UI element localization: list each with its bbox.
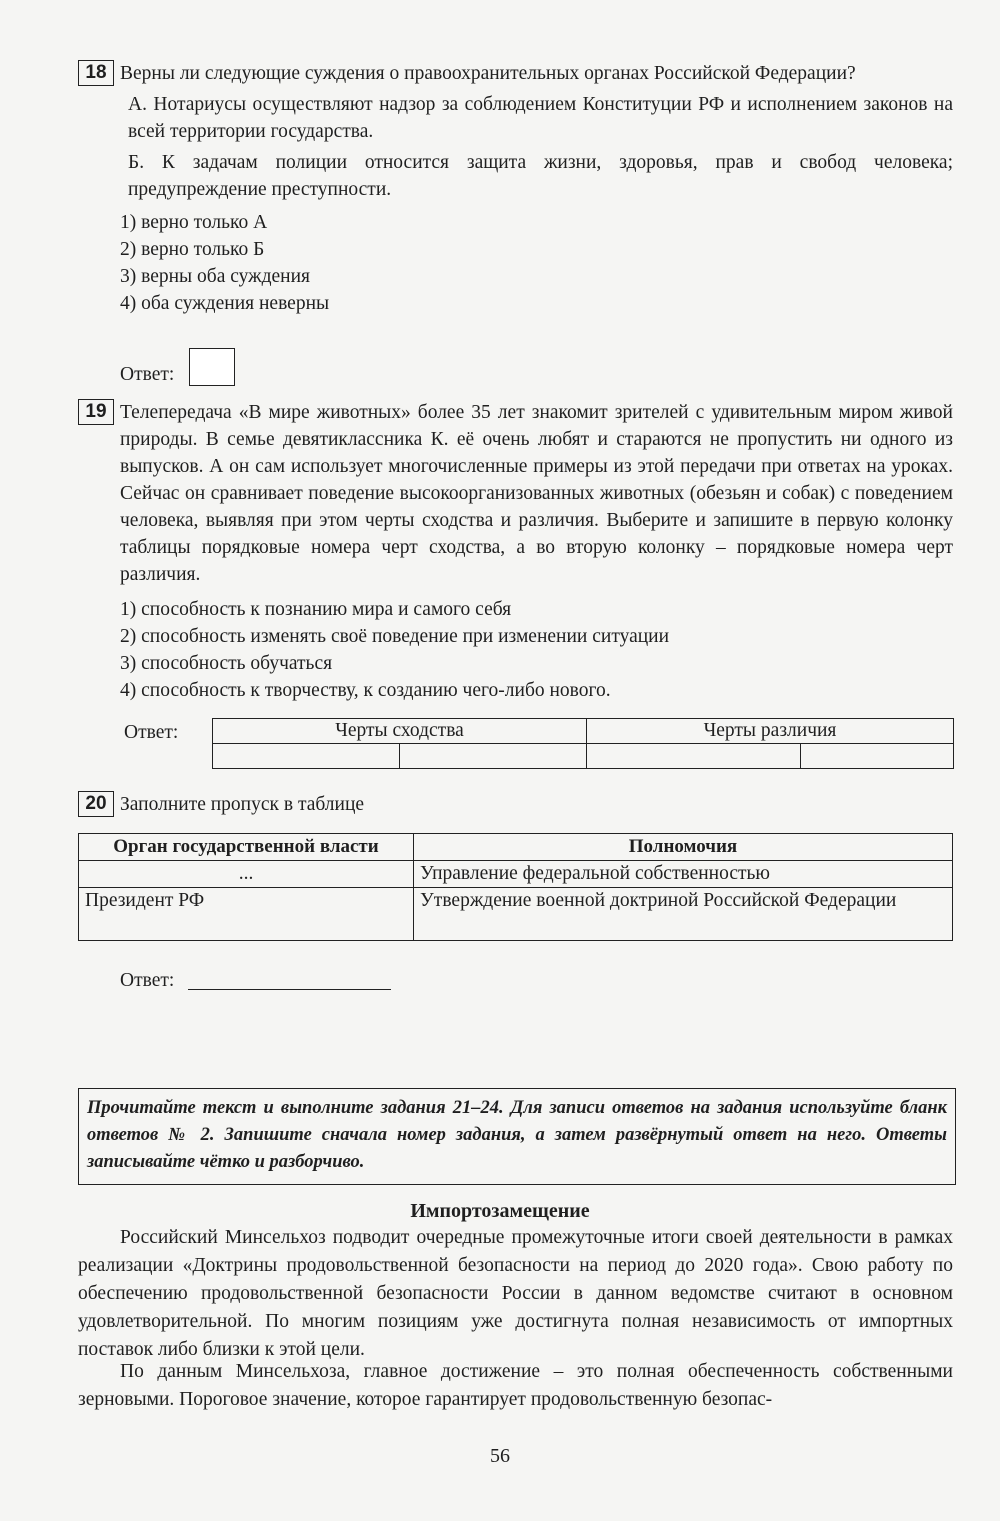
different-answer-cell-1[interactable]	[587, 744, 801, 769]
organ-header: Орган государственной власти	[79, 834, 414, 861]
powers-cell: Управление федеральной собственностью	[414, 861, 953, 888]
organ-cell: Президент РФ	[79, 888, 414, 941]
task-18-option-4: 4) оба суждения неверны	[120, 293, 330, 314]
powers-header: Полномочия	[414, 834, 953, 861]
col-different-header: Черты различия	[587, 719, 954, 744]
task-19-option-2: 2) способность изменять своё поведение при изменении ситуации	[120, 626, 670, 647]
organ-cell-blank: ...	[79, 861, 414, 888]
task-19-text: Телепередача «В мире животных» более 35 лет знакомит зрителей с удивительным миром живой природы. В семье девятиклассника К. её очень любят и стараются не пропустить ни одного из выпусков. А он сам использует многочисленные примеры из этой передачи при ответах на уроках. Сейчас он сравнивает поведение высокоорганизованных животных (обезьян и собак) с поведением человека, выявляя при этом черты сходства и различия. Выберите и запишите в первую колонку таблицы порядковые номера черт сходства, а во вторую колонку – порядковые номера черт различия.	[120, 402, 953, 585]
task-20-answer-label: Ответ:	[120, 970, 175, 991]
task-18-statement-a: А. Нотариусы осуществляют надзор за соблюдением Конституции РФ и исполнением законов на всей территории государства.	[128, 94, 953, 142]
task-18-statement-b: Б. К задачам полиции относится защита жизни, здоровья, прав и свобод человека; предупреждение преступности.	[128, 152, 953, 200]
task-19-option-4: 4) способность к творчеству, к созданию чего-либо нового.	[120, 680, 611, 701]
similar-answer-cell-1[interactable]	[213, 744, 400, 769]
powers-cell: Утверждение военной доктриной Российской Федерации	[414, 888, 953, 941]
task-18-answer-box[interactable]	[189, 348, 235, 386]
task-18	[78, 60, 953, 317]
task-19	[78, 399, 953, 704]
instructions-box: Прочитайте текст и выполните задания 21–24. Для записи ответов на задания используйте бланк ответов № 2. Запишите сначала номер задания, а затем развёрнутый ответ на него. Ответы записывайте чётко и разборчиво.	[78, 1088, 956, 1185]
task-number-18: 18	[78, 60, 114, 86]
article-paragraph-1: Российский Минсельхоз подводит очередные промежуточные итоги своей деятельности в рамках реализации «Доктрины продовольственной безопасности на период до 2020 года». Свою работу по обеспечению продовольственной безопасности России в данном ведомстве считают в основном удовлетворительной. По многим позициям уже достигнута полная независимость от импортных поставок либо близки к этой цели.	[78, 1227, 953, 1360]
task-18-option-2: 2) верно только Б	[120, 239, 265, 260]
task-18-answer-label: Ответ:	[120, 364, 175, 385]
task-18-option-3: 3) верны оба суждения	[120, 266, 311, 287]
task-20-text: Заполните пропуск в таблице	[120, 794, 365, 815]
task-20-table	[78, 833, 953, 941]
task-number-19: 19	[78, 399, 114, 425]
task-20-answer-line[interactable]	[188, 988, 391, 990]
task-19-answer-table	[212, 718, 954, 769]
similar-answer-cell-2[interactable]	[400, 744, 587, 769]
article-paragraph-2: По данным Минсельхоза, главное достижение – это полная обеспеченность собственными зерновыми. Пороговое значение, которое гарантирует продовольственную безопас-	[78, 1361, 953, 1410]
article-title: Импортозамещение	[410, 1200, 590, 1222]
task-19-option-1: 1) способность к познанию мира и самого себя	[120, 599, 512, 620]
page-number: 56	[490, 1445, 510, 1467]
task-18-option-1: 1) верно только А	[120, 212, 268, 233]
task-18-question: Верны ли следующие суждения о правоохранительных органах Российской Федерации?	[120, 63, 856, 84]
task-19-option-3: 3) способность обучаться	[120, 653, 333, 674]
different-answer-cell-2[interactable]	[801, 744, 954, 769]
task-19-answer-label: Ответ:	[124, 722, 179, 743]
task-20	[78, 791, 953, 818]
task-number-20: 20	[78, 791, 114, 817]
col-similar-header: Черты сходства	[213, 719, 587, 744]
